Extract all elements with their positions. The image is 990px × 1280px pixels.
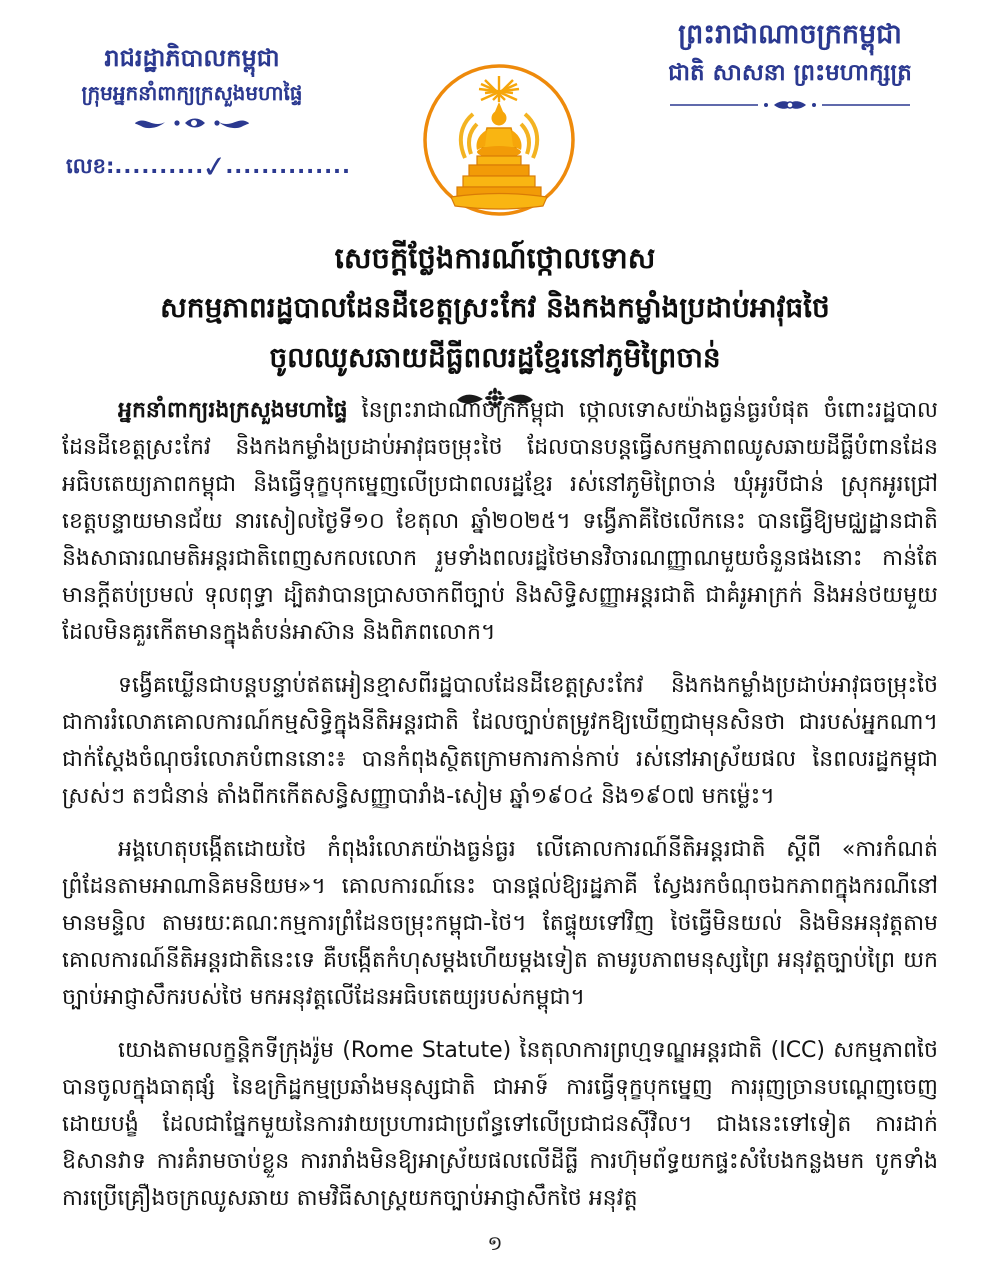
right-divider-icon bbox=[670, 98, 910, 112]
left-flourish-icon bbox=[117, 114, 267, 132]
golden-deity-seal-icon bbox=[421, 62, 577, 218]
ref-dots-right: .............. bbox=[225, 154, 351, 178]
checkmark-icon: ✓ bbox=[200, 148, 230, 187]
title-line-1: សេចក្តីថ្លែងការណ៍ថ្កោលទោស bbox=[334, 241, 656, 275]
ministry-emblem bbox=[421, 62, 577, 218]
document-body bbox=[62, 392, 938, 1233]
ref-dots-left: .......... bbox=[114, 154, 205, 178]
paragraph-1 bbox=[62, 392, 938, 651]
title-line-2: សកម្មភាពរដ្ឋបាលដែនដីខេត្តស្រះកែវ និងកងកម្លាំងប្រដាប់អាវុធថៃ bbox=[160, 291, 830, 324]
page-number: ១ bbox=[487, 1231, 503, 1255]
kingdom-block bbox=[620, 16, 960, 116]
page-footer bbox=[0, 1230, 990, 1260]
reference-number-line bbox=[52, 148, 351, 187]
issuer-department-line: ក្រុមអ្នកនាំពាក្យក្រសួងមហាផ្ទៃ bbox=[81, 81, 303, 105]
issuer-government-line: រាជរដ្ឋាភិបាលកម្ពុជា bbox=[104, 44, 280, 72]
paragraph-4: យោងតាមលក្ខន្តិកទីក្រុងរ៉ូម (Rome Statute) នៃតុលាការព្រហ្មទណ្ឌអន្តរជាតិ (ICC) សកម្មភាពថៃ បានចូលក្នុងធាតុផ្សំ នៃឧក្រិដ្ឋកម្មប្រឆាំងមនុស្សជាតិ ជាអាទ៍ ការធ្វើទុក្ខបុកម្នេញ ការរុញច្រានបណ្តេញចេញដោយបង្ខំ ដែលជាផ្នែកមួយនៃការវាយប្រហារជាប្រព័ន្ធទៅលើប្រជាជនស៊ីវិល។ ជាងនេះទៅទៀត ការដាក់ឱសានវាទ ការគំរាមចាប់ខ្លួន ការរារាំងមិនឱ្យអាស្រ័យផលលើដីធ្លី ការហ៊ុមព័ទ្ធយកផ្ទះសំបែងកន្លងមក បូកទាំងការប្រើគ្រឿងចក្រឈូសឆាយ តាមវិធីសាស្ត្រយកច្បាប់អាជ្ញាសឹកថៃ អនុវត្ត bbox=[62, 1038, 938, 1211]
paragraph-3: អង្គហេតុបង្កើតដោយថៃ កំពុងរំលោភយ៉ាងធ្ងន់ធ្ងរ លើគោលការណ៍នីតិអន្តរជាតិ ស្តីពី «ការកំណត់ព្រំដែនតាមអាណានិគមនិយម»។ គោលការណ៍នេះ បានផ្តល់ឱ្យរដ្ឋភាគី ស្វែងរកចំណុចឯកភាពក្នុងករណីនៅមានមន្ទិល តាមរយៈគណៈកម្មការព្រំដែនចម្រុះកម្ពុជា-ថៃ។ តែផ្ទុយទៅវិញ ថៃធ្វើមិនយល់ និងមិនអនុវត្តតាមគោលការណ៍នីតិអន្តរជាតិនេះទេ គឺបង្កើតកំហុសម្តងហើយម្តងទៀត តាមរូបភាពមនុស្សព្រៃ អនុវត្តច្បាប់ព្រៃ យកច្បាប់អាជ្ញាសឹករបស់ថៃ មកអនុវត្តលើដែនអធិបតេយ្យរបស់កម្ពុជា។ bbox=[62, 837, 938, 1010]
motto-line: ជាតិ សាសនា ព្រះមហាក្សត្រ bbox=[668, 60, 912, 86]
issuer-block bbox=[52, 42, 351, 187]
kingdom-line: ព្រះរាជាណាចក្រកម្ពុជា bbox=[678, 19, 902, 50]
paragraph-1-text: នៃព្រះរាជាណាចក្រកម្ពុជា ថ្កោលទោសយ៉ាងធ្ងន់ធ្ងរបំផុត ចំពោះរដ្ឋបាលដែនដីខេត្តស្រះកែវ និងកងកម្លាំងប្រដាប់អាវុធចម្រុះថៃ ដែលបានបន្តធ្វើសកម្មភាពឈូសឆាយដីធ្លីបំពានដែនអធិបតេយ្យភាពកម្ពុជា និងធ្វើទុក្ខបុកម្នេញលើប្រជាពលរដ្ឋខ្មែរ រស់នៅភូមិព្រៃចាន់ ឃុំអូរបីជាន់ ស្រុកអូរជ្រៅ ខេត្តបន្ទាយមានជ័យ នារសៀលថ្ងៃទី១០ ខែតុលា ឆ្នាំ២០២៥។ ទង្វើភាគីថៃលើកនេះ បានធ្វើឱ្យមជ្ឈដ្ឋានជាតិ និងសាធារណមតិអន្តរជាតិពេញសកលលោក រួមទាំងពលរដ្ឋថៃមានវិចារណញ្ញាណមួយចំនួនផងនោះ កាន់តែមានក្តីតប់ប្រមល់ ទុលពុទ្ធា ដ្បិតវាបានប្រាសចាកពីច្បាប់ និងសិទ្ធិសញ្ញាអន្តរជាតិ ជាគំរូអាក្រក់ និងអន់ថយមួយដែលមិនគួរកើតមានក្នុងតំបន់អាស៊ាន និងពិភពលោក។ bbox=[62, 398, 938, 645]
document-title bbox=[0, 233, 990, 413]
paragraph-1-lead: អ្នកនាំពាក្យរងក្រសួងមហាផ្ទៃ bbox=[118, 398, 348, 423]
title-line-3: ចូលឈូសឆាយដីធ្លីពលរដ្ឋខ្មែរនៅភូមិព្រៃចាន់ bbox=[269, 341, 721, 374]
ref-label: លេខ: bbox=[66, 154, 115, 178]
paragraph-2: ទង្វើគឃ្លើនជាបន្តបន្ទាប់ឥតអៀនខ្មាសពីរដ្ឋបាលដែនដីខេត្តស្រះកែវ និងកងកម្លាំងប្រដាប់អាវុធចម្រុះថៃ ជាការរំលោភគោលការណ៍កម្មសិទ្ធិក្នុងនីតិអន្តរជាតិ ដែលច្បាប់តម្រូវកឱ្យឃើញជាមុនសិនថា ជារបស់អ្នកណា។ ជាក់ស្តែងចំណុចរំលោភបំពាននោះ៖ បានកំពុងស្ថិតក្រោមការកាន់កាប់ រស់នៅអាស្រ័យផល នៃពលរដ្ឋកម្ពុជាស្រស់ៗ តៗជំនាន់ តាំងពីកកើតសន្ធិសញ្ញាបារាំង-សៀម ឆ្នាំ១៩០៤ និង១៩០៧ មកម្ល៉េះ។ bbox=[62, 673, 938, 809]
